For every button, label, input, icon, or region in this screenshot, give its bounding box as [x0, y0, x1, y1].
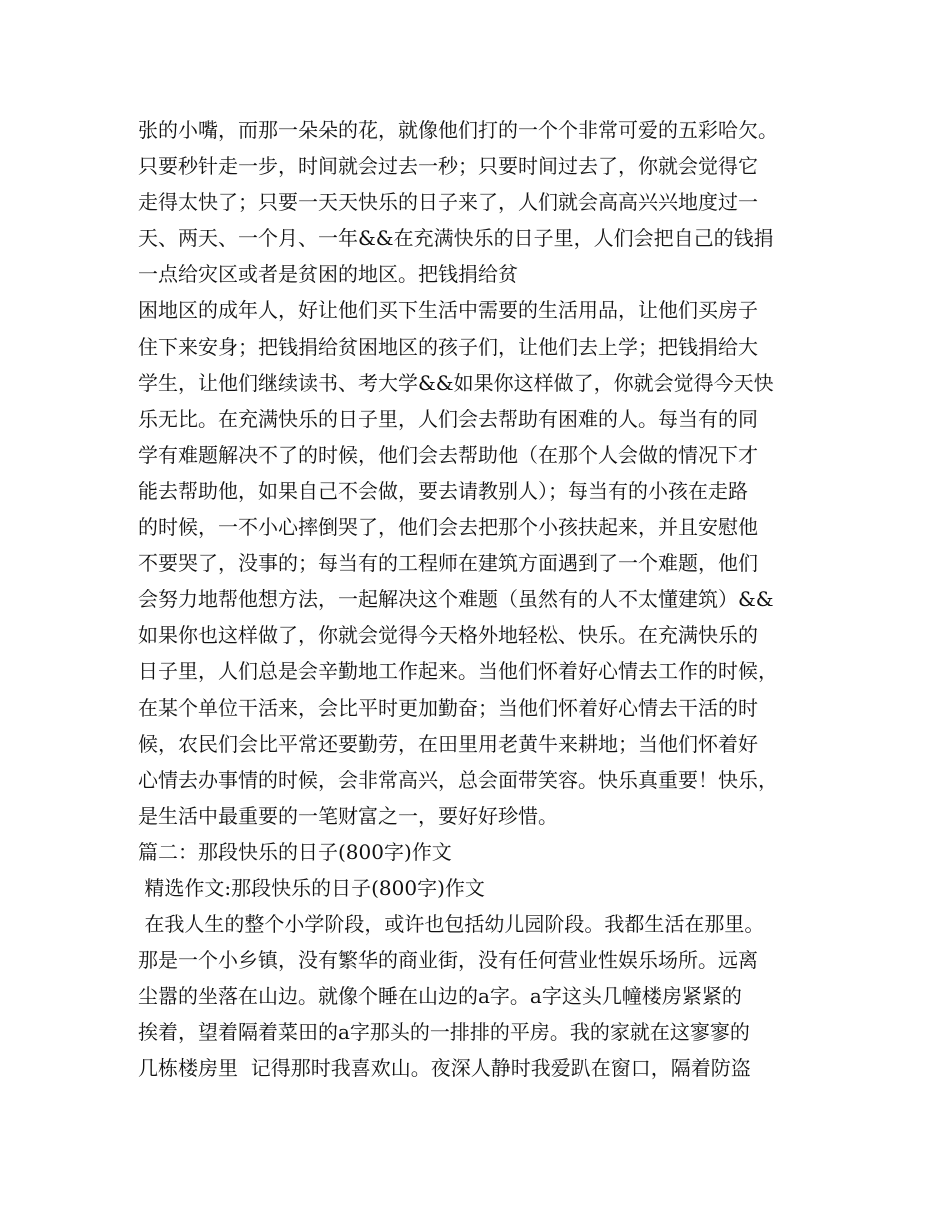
text-line: 张的小嘴，而那一朵朵的花，就像他们打的一个个非常可爱的五彩哈欠。 [138, 118, 778, 142]
text-line: 只要秒针走一步，时间就会过去一秒；只要时间过去了，你就会觉得它 [138, 154, 758, 179]
text-line: 的时候，一不小心摔倒哭了，他们会去把那个小孩扶起来，并且安慰他 [138, 515, 758, 540]
text-line: 学生，让他们继续读书、考大学&&如果你这样做了，你就会觉得今天快 [138, 370, 774, 395]
text-line: 会努力地帮他想方法，一起解决这个难题（虽然有的人不太懂建筑）&& [138, 587, 774, 612]
text-line: 如果你也这样做了，你就会觉得今天格外地轻松、快乐。在充满快乐的 [138, 623, 758, 648]
text-line: 乐无比。在充满快乐的日子里，人们会去帮助有困难的人。每当有的同 [138, 406, 758, 431]
text-line: 天、两天、一个月、一年&&在充满快乐的日子里，人们会把自己的钱捐 [138, 226, 774, 251]
text-line: 在我人生的整个小学阶段，或许也包括幼儿园阶段。我都生活在那里。 [138, 912, 765, 937]
essay-text [138, 112, 838, 1087]
text-line: 那是一个小乡镇，没有繁华的商业街，没有任何营业性娱乐场所。远离 [138, 948, 758, 973]
section-heading: 篇二：那段快乐的日子(800字)作文 [138, 839, 452, 864]
text-line: 心情去办事情的时候，会非常高兴，总会面带笑容。快乐真重要！快乐， [138, 767, 778, 792]
subtitle-line: 精选作文:那段快乐的日子(800字)作文 [138, 875, 485, 900]
text-line: 是生活中最重要的一笔财富之一，要好好珍惜。 [138, 803, 558, 828]
text-line: 走得太快了；只要一天天快乐的日子来了，人们就会高高兴兴地度过一 [138, 190, 758, 215]
text-line: 学有难题解决不了的时候，他们会去帮助他（在那个人会做的情况下才 [138, 442, 758, 467]
text-line: 能去帮助他，如果自己不会做，要去请教别人）；每当有的小孩在走路 [138, 478, 748, 503]
text-line: 几栋楼房里 记得那时我喜欢山。夜深人静时我爱趴在窗口，隔着防盗 [138, 1056, 751, 1081]
text-line: 一点给灾区或者是贫困的地区。把钱捐给贫 [138, 262, 518, 287]
text-line: 候，农民们会比平常还要勤劳，在田里用老黄牛来耕地；当他们怀着好 [138, 731, 758, 756]
text-line: 不要哭了，没事的；每当有的工程师在建筑方面遇到了一个难题，他们 [138, 551, 758, 576]
text-line: 挨着，望着隔着菜田的a字那头的一排排的平房。我的家就在这寥寥的 [138, 1020, 750, 1045]
text-line: 住下来安身；把钱捐给贫困地区的孩子们，让他们去上学；把钱捐给大 [138, 334, 758, 359]
text-line: 困地区的成年人，好让他们买下生活中需要的生活用品，让他们买房子 [138, 298, 758, 323]
text-line: 日子里，人们总是会辛勤地工作起来。当他们怀着好心情去工作的时候， [138, 659, 778, 684]
text-line: 在某个单位干活来，会比平时更加勤奋；当他们怀着好心情去干活的时 [138, 695, 758, 720]
text-line: 尘嚣的坐落在山边。就像个睡在山边的a字。a字这头几幢楼房紧紧的 [138, 984, 742, 1009]
